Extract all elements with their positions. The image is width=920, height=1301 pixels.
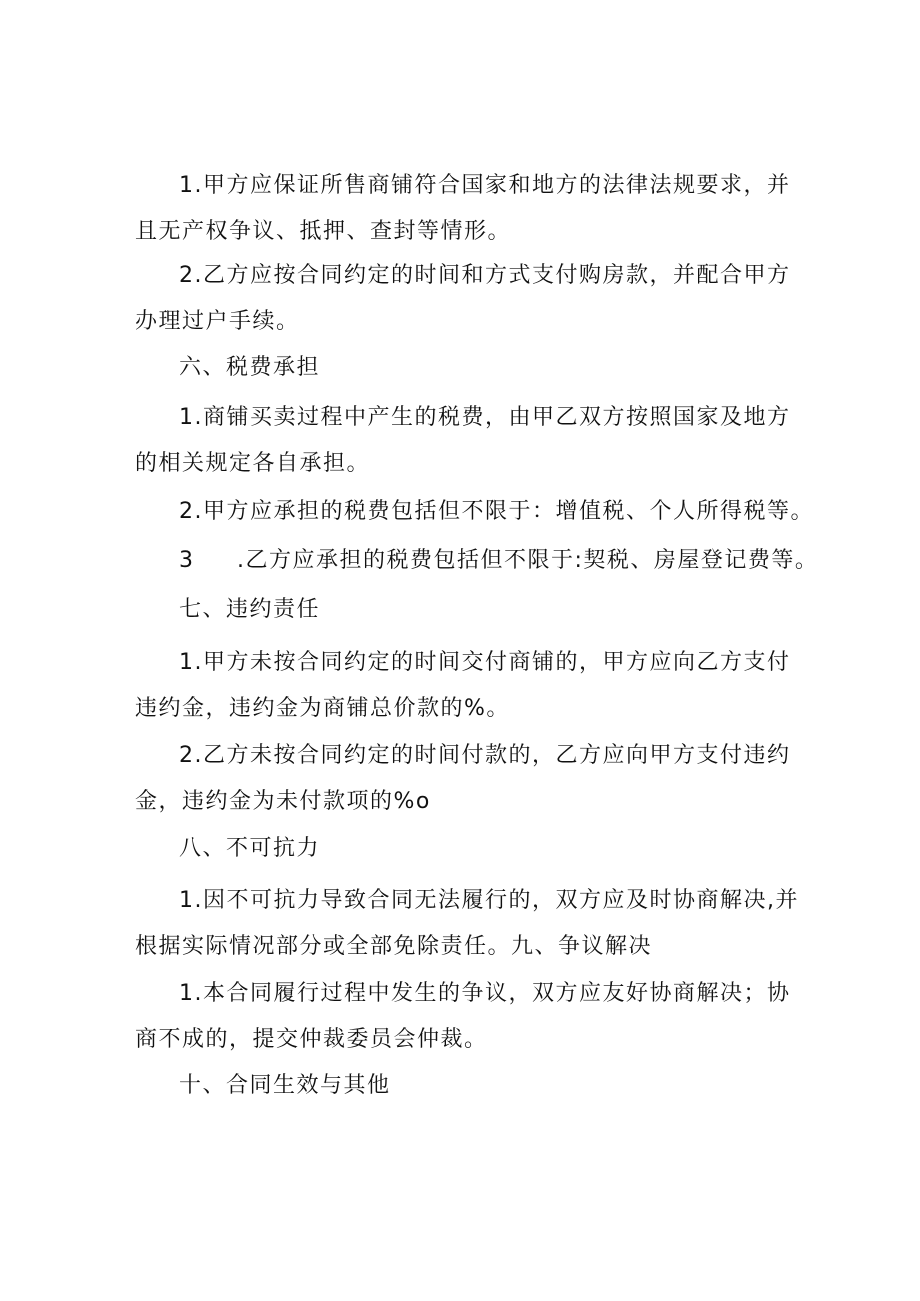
text-line: 2.乙方未按合同约定的时间付款的，乙方应向甲方支付违约 [179,743,791,768]
text-line: 且无产权争议、抵押、查封等情形。 [135,219,512,244]
text-line: 2.甲方应承担的税费包括但不限于：增值税、个人所得税等。 [179,499,814,524]
clause-tax-split [135,395,805,487]
text-line: 1.甲方应保证所售商铺符合国家和地方的法律法规要求，并 [179,173,791,198]
text-line: 根据实际情况部分或全部免除责任。九、争议解决 [135,934,653,959]
text-line: 办理过户手续。 [135,309,300,334]
section-heading-breach: 七、违约责任 [179,597,321,622]
text-line: 的相关规定各自承担。 [135,451,371,476]
clause-seller-taxes [135,489,814,535]
section-heading-force-majeure: 八、不可抗力 [179,836,321,861]
clause-seller-guarantee [135,163,805,255]
text-line: 2.乙方应按合同约定的时间和方式支付购房款，并配合甲方 [179,263,791,288]
clause-buyer-breach [135,733,805,825]
text-line: 金，违约金为未付款项的%o [135,789,431,814]
text-line: 商不成的，提交仲裁委员会仲裁。 [135,1027,488,1052]
text-line: 1.商铺买卖过程中产生的税费，由甲乙双方按照国家及地方 [179,405,791,430]
text-line [135,538,819,584]
clause-force-majeure [135,878,805,970]
section-heading-taxes: 六、税费承担 [179,355,321,380]
section-heading-effectiveness: 十、合同生效与其他 [179,1073,391,1098]
clause-buyer-payment [135,253,805,345]
text-line: 违约金，违约金为商铺总价款的%。 [135,696,510,721]
clause-text: .乙方应承担的税费包括但不限于:契税、房屋登记费等。 [237,548,819,573]
clause-number: 3 [179,548,195,573]
clause-dispute [135,971,805,1063]
text-line: 1.因不可抗力导致合同无法履行的，双方应及时协商解决,并 [179,888,799,913]
text-line: 1.本合同履行过程中发生的争议，双方应友好协商解决；协 [179,981,791,1006]
clause-buyer-taxes [135,538,819,584]
clause-seller-breach [135,640,805,732]
text-line: 1.甲方未按合同约定的时间交付商铺的，甲方应向乙方支付 [179,650,791,675]
